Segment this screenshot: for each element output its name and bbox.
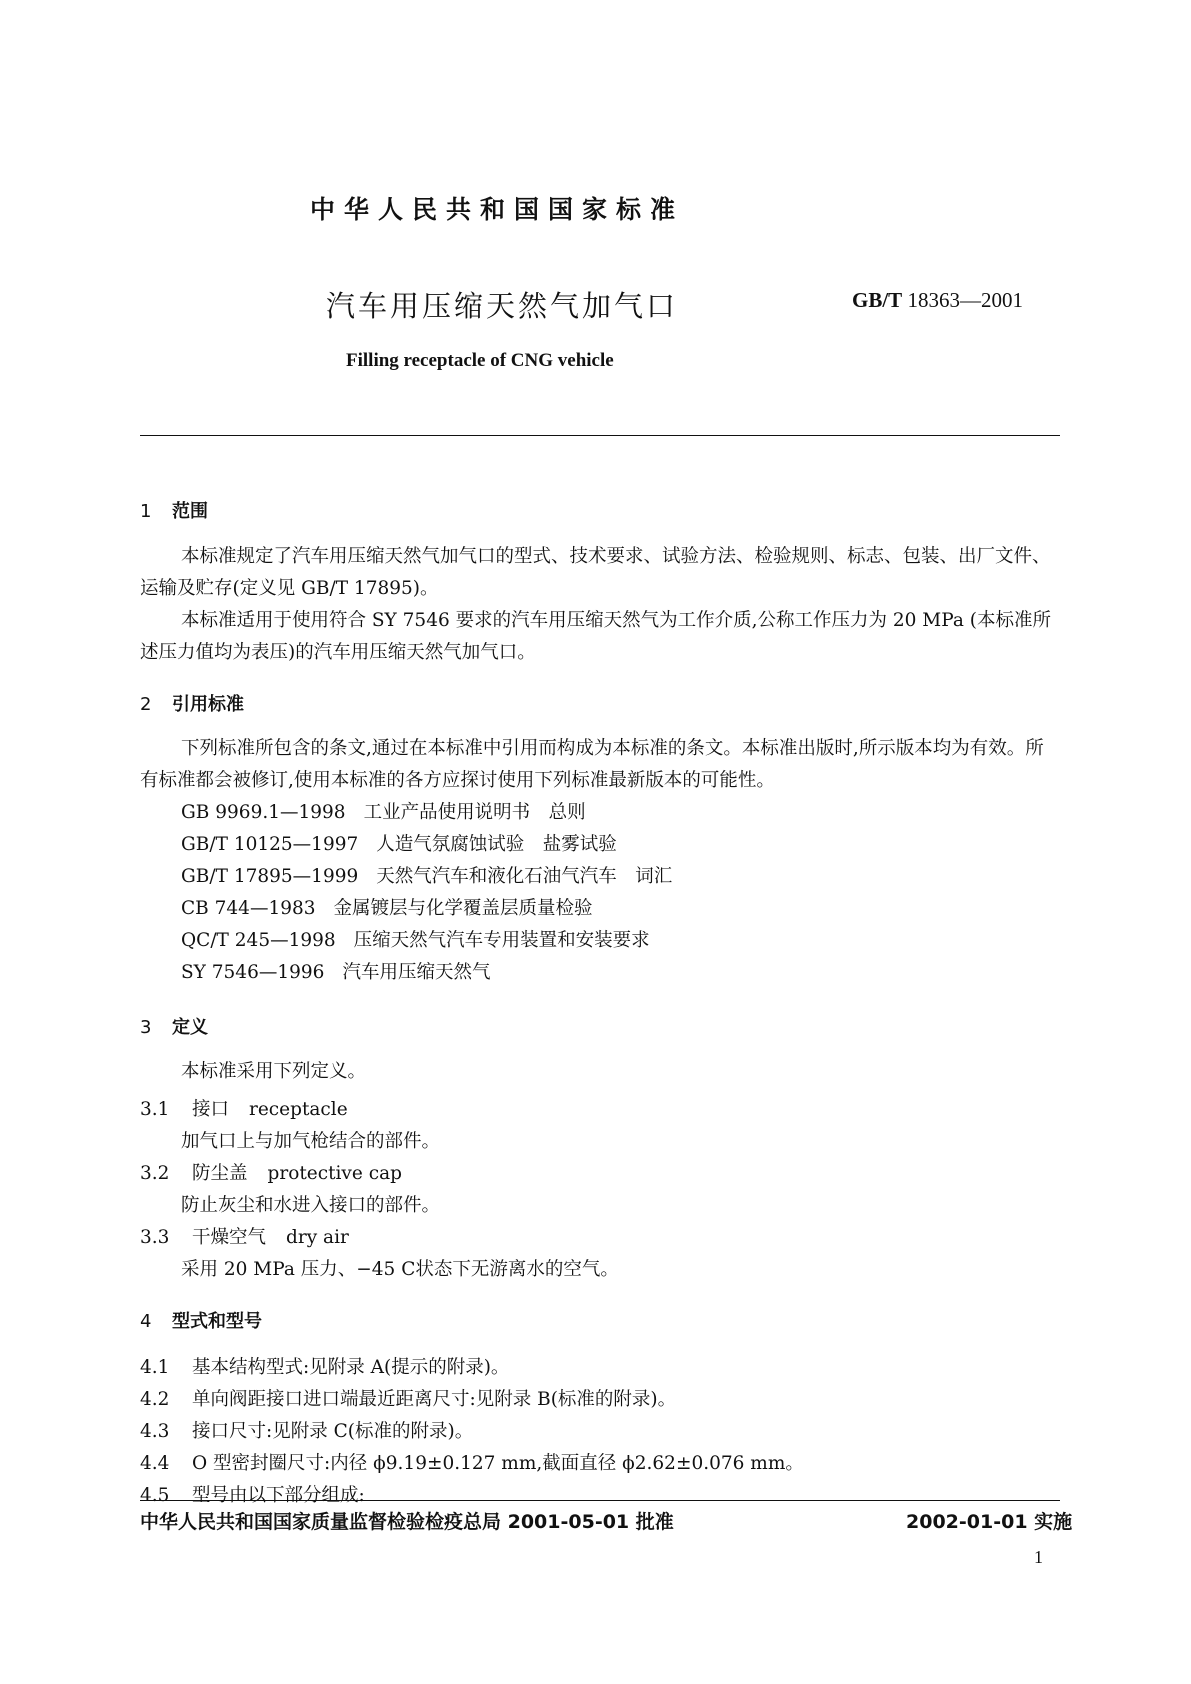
definition-term-en: protective cap — [267, 1163, 402, 1184]
definition-desc: 采用 20 MPa 压力、−45 C状态下无游离水的空气。 — [181, 1259, 619, 1280]
definition-term-en: dry air — [286, 1227, 349, 1248]
reference-code: QC/T 245—1998 — [181, 930, 336, 951]
national-standard-heading: 中华人民共和国国家标准 — [310, 195, 685, 224]
definition-number: 3.3 — [140, 1227, 170, 1248]
clause-text: 单向阀距接口进口端最近距离尺寸:见附录 B(标准的附录)。 — [192, 1389, 677, 1410]
section-1-heading — [140, 497, 208, 523]
clause-item — [140, 1417, 473, 1443]
definition-number: 3.2 — [140, 1163, 170, 1184]
reference-name: 天然气汽车和液化石油气汽车 词汇 — [376, 866, 673, 887]
standard-code — [852, 288, 1023, 313]
reference-item — [181, 925, 650, 957]
definition-number: 3.1 — [140, 1099, 170, 1120]
reference-item — [181, 957, 490, 989]
reference-code: GB 9969.1—1998 — [181, 802, 346, 823]
definition-item — [140, 1159, 402, 1185]
reference-code: SY 7546—1996 — [181, 962, 325, 983]
clause-text: 基本结构型式:见附录 A(提示的附录)。 — [192, 1357, 510, 1378]
clause-item — [140, 1353, 509, 1379]
footer-rule — [140, 1500, 1060, 1501]
definition-term-en: receptacle — [249, 1099, 348, 1120]
reference-name: 金属镀层与化学覆盖层质量检验 — [333, 898, 593, 919]
paragraph: 本标准适用于使用符合 SY 7546 要求的汽车用压缩天然气为工作介质,公称工作压力为 20 MPa (本标准所述压力值均为表压)的汽车用压缩天然气加气口。 — [140, 610, 1051, 663]
reference-name: 压缩天然气汽车专用装置和安装要求 — [353, 930, 650, 951]
section-number: 2 — [140, 694, 152, 715]
definition-term: 干燥空气 — [192, 1227, 267, 1248]
document-title: 汽车用压缩天然气加气口 — [326, 289, 679, 323]
section-number: 1 — [140, 501, 152, 522]
section-2-intro — [140, 733, 1060, 797]
reference-code: GB/T 17895—1999 — [181, 866, 359, 887]
clause-number: 4.3 — [140, 1421, 170, 1442]
clause-text: O 型密封圈尺寸:内径 ϕ9.19±0.127 mm,截面直径 ϕ2.62±0.076 mm。 — [192, 1453, 804, 1474]
section-title: 型式和型号 — [172, 1311, 262, 1332]
english-title: Filling receptacle of CNG vehicle — [346, 350, 614, 371]
paragraph: 本标准规定了汽车用压缩天然气加气口的型式、技术要求、试验方法、检验规则、标志、包装、出厂文件、运输及贮存(定义见 GB/T 17895)。 — [140, 546, 1051, 599]
standard-code-prefix: GB/T — [852, 288, 903, 312]
clause-item — [140, 1385, 676, 1411]
section-title: 引用标准 — [172, 694, 244, 715]
section-2-heading — [140, 690, 244, 716]
definition-desc: 防止灰尘和水进入接口的部件。 — [181, 1195, 441, 1216]
reference-item — [181, 829, 617, 861]
clause-number: 4.4 — [140, 1453, 170, 1474]
standard-code-number: 18363—2001 — [907, 288, 1023, 312]
clause-text: 型号由以下部分组成: — [192, 1485, 365, 1506]
section-1-body — [140, 541, 1060, 669]
section-number: 3 — [140, 1017, 152, 1038]
section-4-heading — [140, 1307, 262, 1333]
clause-item — [140, 1449, 804, 1475]
reference-name: 工业产品使用说明书 总则 — [363, 802, 586, 823]
definition-item — [140, 1223, 349, 1249]
clause-number: 4.5 — [140, 1485, 170, 1506]
definition-term: 接口 — [192, 1099, 230, 1120]
clause-number: 4.1 — [140, 1357, 170, 1378]
definition-term: 防尘盖 — [192, 1163, 248, 1184]
reference-item — [181, 797, 586, 829]
section-number: 4 — [140, 1311, 152, 1332]
reference-item — [181, 861, 672, 893]
paragraph: 下列标准所包含的条文,通过在本标准中引用而构成为本标准的条文。本标准出版时,所示版本均为有效。所有标准都会被修订,使用本标准的各方应探讨使用下列标准最新版本的可能性。 — [140, 738, 1044, 791]
section-3-heading — [140, 1013, 208, 1039]
reference-code: GB/T 10125—1997 — [181, 834, 359, 855]
approval-statement: 中华人民共和国国家质量监督检验检疫总局 2001-05-01 批准 — [140, 1511, 674, 1533]
definition-item — [140, 1095, 348, 1121]
page-number: 1 — [1034, 1547, 1043, 1567]
clause-text: 接口尺寸:见附录 C(标准的附录)。 — [192, 1421, 474, 1442]
definition-desc: 加气口上与加气枪结合的部件。 — [181, 1131, 441, 1152]
clause-item — [140, 1481, 365, 1507]
clause-number: 4.2 — [140, 1389, 170, 1410]
section-title: 范围 — [172, 501, 208, 522]
reference-item — [181, 893, 593, 925]
section-3-intro: 本标准采用下列定义。 — [181, 1061, 367, 1082]
reference-code: CB 744—1983 — [181, 898, 316, 919]
reference-name: 汽车用压缩天然气 — [342, 962, 491, 983]
header-rule — [140, 435, 1060, 436]
section-title: 定义 — [172, 1017, 208, 1038]
implementation-date: 2002-01-01 实施 — [906, 1511, 1073, 1533]
reference-name: 人造气氛腐蚀试验 盐雾试验 — [376, 834, 617, 855]
